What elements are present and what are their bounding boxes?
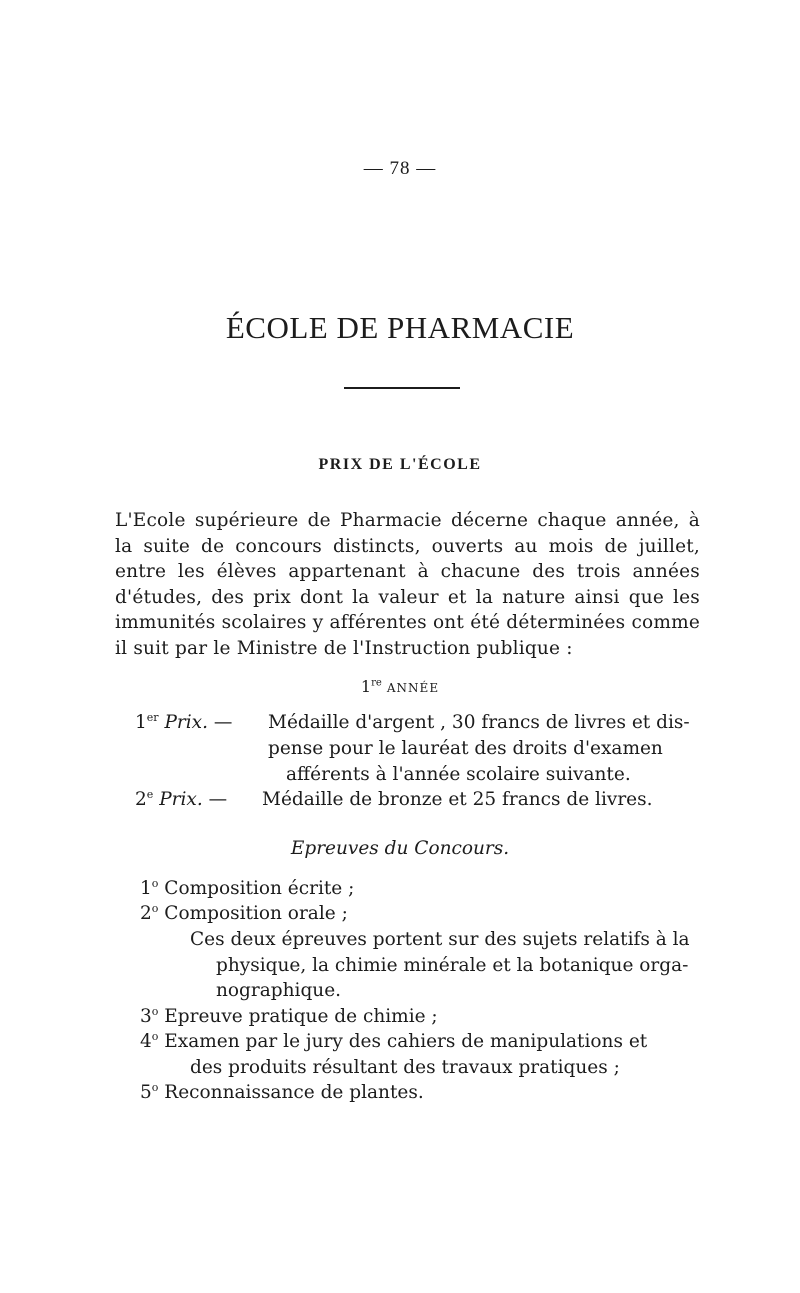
- page-number: — 78 —: [363, 158, 437, 179]
- prize-1-dash: —: [213, 712, 233, 733]
- epreuve-suffix: o: [151, 876, 159, 890]
- epreuve-note-line: nographique.: [216, 980, 342, 1001]
- prize-2-label: [135, 789, 227, 810]
- intro-line: L'Ecole supérieure de Pharmacie décerne chaque année, à: [115, 510, 700, 531]
- year-suffix: re: [371, 677, 382, 689]
- year-number: 1: [360, 677, 372, 696]
- prize-2-suffix: e: [146, 787, 154, 801]
- section-title: PRIX DE L'ÉCOLE: [318, 456, 482, 473]
- prize-2-line: Médaille de bronze et 25 francs de livres.: [262, 789, 653, 810]
- epreuve-number: 4: [140, 1031, 152, 1052]
- prize-2-dash: —: [208, 789, 228, 810]
- epreuve-item-5: [140, 1082, 424, 1103]
- epreuve-note-line: Ces deux épreuves portent sur des sujets relatifs à la: [190, 929, 690, 950]
- title-divider: [344, 387, 460, 389]
- epreuve-item-4: [140, 1031, 647, 1052]
- epreuve-suffix: o: [151, 1004, 159, 1018]
- intro-line: entre les élèves appartenant à chacune des trois années: [115, 561, 700, 583]
- prize-2-title: Prix.: [159, 789, 203, 810]
- epreuve-item-3: [140, 1006, 438, 1027]
- prize-2-number: 2: [135, 789, 147, 810]
- epreuve-text: Examen par le jury des cahiers de manipulations et: [164, 1031, 648, 1052]
- prize-1-line: Médaille d'argent , 30 francs de livres et dis-: [268, 712, 690, 733]
- epreuve-text: Reconnaissance de plantes.: [164, 1082, 424, 1103]
- epreuve-suffix: o: [151, 1080, 159, 1094]
- epreuve-suffix: o: [151, 901, 159, 915]
- intro-line: immunités scolaires y afférentes ont été déterminées comme: [115, 612, 700, 634]
- year-heading: [0, 677, 800, 696]
- epreuve-text: Composition écrite ;: [164, 878, 355, 899]
- page-title: ÉCOLE DE PHARMACIE: [225, 310, 575, 345]
- prize-1-suffix: er: [146, 710, 159, 724]
- prize-1-number: 1: [135, 712, 147, 733]
- epreuve-suffix: o: [151, 1029, 159, 1043]
- epreuve-number: 3: [140, 1006, 152, 1027]
- year-label: ANNÉE: [386, 681, 440, 695]
- epreuve-item-1: [140, 878, 354, 899]
- intro-line: la suite de concours distincts, ouverts au mois de juillet,: [115, 535, 700, 557]
- epreuve-text: Epreuve pratique de chimie ;: [164, 1006, 438, 1027]
- epreuve-text: Composition orale ;: [164, 903, 348, 924]
- epreuve-item-4-continuation: des produits résultant des travaux pratiques ;: [190, 1057, 620, 1078]
- prize-1-line: afférents à l'année scolaire suivante.: [286, 764, 631, 785]
- prize-1-line: pense pour le lauréat des droits d'examen: [268, 738, 663, 759]
- prize-1-label: [135, 712, 232, 733]
- epreuve-number: 5: [140, 1082, 152, 1103]
- prize-1-title: Prix.: [164, 712, 208, 733]
- epreuve-number: 2: [140, 903, 152, 924]
- intro-paragraph: [115, 508, 700, 662]
- intro-line: d'études, des prix dont la valeur et la nature ainsi que les: [115, 586, 700, 608]
- epreuve-note-line: physique, la chimie minérale et la botanique orga-: [216, 955, 689, 976]
- epreuve-item-2: [140, 903, 348, 924]
- epreuves-heading: Epreuves du Concours.: [290, 838, 510, 859]
- intro-line: il suit par le Ministre de l'Instruction publique :: [115, 637, 573, 659]
- epreuve-number: 1: [140, 878, 152, 899]
